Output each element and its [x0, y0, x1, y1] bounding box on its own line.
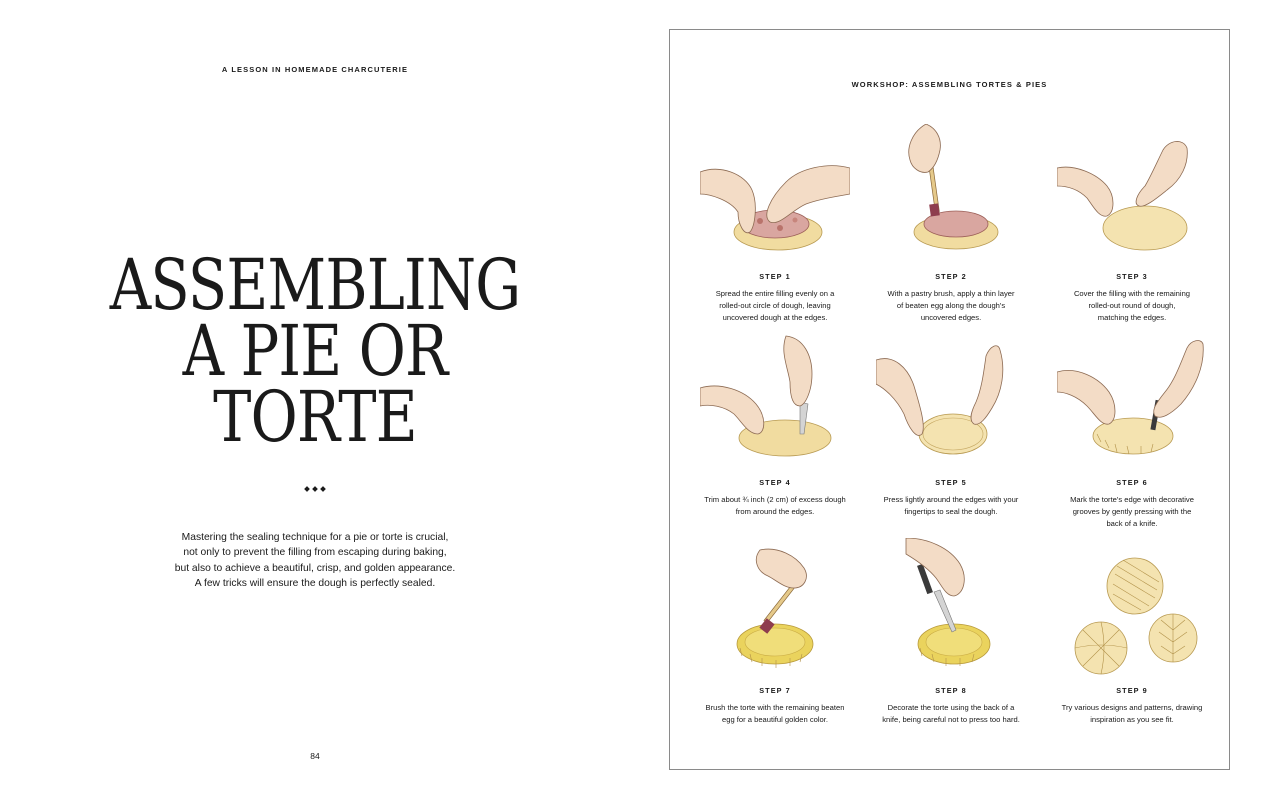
step-line: Trim about ¾ inch (2 cm) of excess dough — [704, 495, 846, 504]
intro-line: but also to achieve a beautiful, crisp, and golden appearance. — [174, 562, 456, 574]
step-label: STEP 6 — [1116, 478, 1148, 487]
step-line: Press lightly around the edges with your — [883, 495, 1019, 504]
hands-covering-dough-icon — [1057, 124, 1207, 264]
step-description — [1047, 288, 1217, 324]
step-line: Try various designs and patterns, drawing — [1061, 703, 1203, 712]
decorated-torte-patterns-icon — [1057, 538, 1207, 678]
intro-paragraph — [160, 530, 470, 591]
intro-line: A few tricks will ensure the dough is perfectly sealed. — [194, 577, 436, 589]
step-label: STEP 8 — [935, 686, 967, 695]
workshop-panel — [669, 29, 1230, 770]
title-line: A PIE OR — [182, 310, 448, 392]
page-number: 84 — [310, 751, 320, 761]
step-description — [866, 288, 1036, 324]
step-line: from around the edges. — [735, 507, 815, 516]
step-line: With a pastry brush, apply a thin layer — [887, 289, 1015, 298]
step-description — [866, 494, 1036, 518]
title-line: ASSEMBLING — [109, 244, 521, 326]
knife-trimming-dough-icon — [700, 330, 850, 470]
step-line: of beaten egg along the dough's — [896, 301, 1006, 310]
step-line: Spread the entire filling evenly on a — [715, 289, 835, 298]
step-line: egg for a beautiful golden color. — [722, 715, 828, 724]
step-line: Mark the torte's edge with decorative — [1070, 495, 1194, 504]
step-label: STEP 9 — [1116, 686, 1148, 695]
running-head: A LESSON IN HOMEMADE CHARCUTERIE — [221, 65, 409, 74]
step-label: STEP 1 — [759, 272, 791, 281]
workshop-title: WORKSHOP: ASSEMBLING TORTES & PIES — [851, 80, 1048, 89]
intro-line: not only to prevent the filling from escaping during baking, — [183, 547, 447, 559]
step-label: STEP 4 — [759, 478, 791, 487]
step-description — [1047, 702, 1217, 726]
knife-marking-grooves-icon — [1057, 330, 1207, 470]
hands-spreading-filling-icon — [700, 124, 850, 264]
step-description — [690, 494, 860, 518]
step-line: rolled-out circle of dough, leaving — [719, 301, 831, 310]
intro-line: Mastering the sealing technique for a pie or torte is crucial, — [181, 532, 449, 543]
step-label: STEP 7 — [759, 686, 791, 695]
step-description — [690, 702, 860, 726]
page-title — [57, 244, 574, 458]
step-description — [690, 288, 860, 324]
step-label: STEP 5 — [935, 478, 967, 487]
left-page — [0, 0, 630, 800]
step-line: knife, being careful not to press too hard. — [882, 715, 1020, 724]
step-line: Cover the filling with the remaining — [1073, 289, 1191, 298]
pastry-brush-egg-wash-icon — [876, 124, 1026, 264]
step-line: back of a knife. — [1106, 519, 1158, 528]
knife-decorating-torte-icon — [876, 538, 1026, 678]
step-line: matching the edges. — [1097, 313, 1167, 322]
title-line: TORTE — [213, 376, 417, 458]
step-line: rolled-out round of dough, — [1088, 301, 1176, 310]
step-line: grooves by gently pressing with the — [1072, 507, 1192, 516]
brush-golden-torte-icon — [700, 538, 850, 678]
step-label: STEP 2 — [935, 272, 967, 281]
step-line: Brush the torte with the remaining beaten — [705, 703, 845, 712]
step-line: Decorate the torte using the back of a — [887, 703, 1015, 712]
diamond-ornament-icon — [0, 487, 630, 491]
step-line: fingertips to seal the dough. — [904, 507, 998, 516]
fingertips-pressing-edges-icon — [876, 330, 1026, 470]
step-line: uncovered edges. — [920, 313, 982, 322]
step-description — [866, 702, 1036, 726]
step-line: inspiration as you see fit. — [1090, 715, 1174, 724]
step-label: STEP 3 — [1116, 272, 1148, 281]
step-description — [1047, 494, 1217, 530]
step-line: uncovered dough at the edges. — [722, 313, 828, 322]
